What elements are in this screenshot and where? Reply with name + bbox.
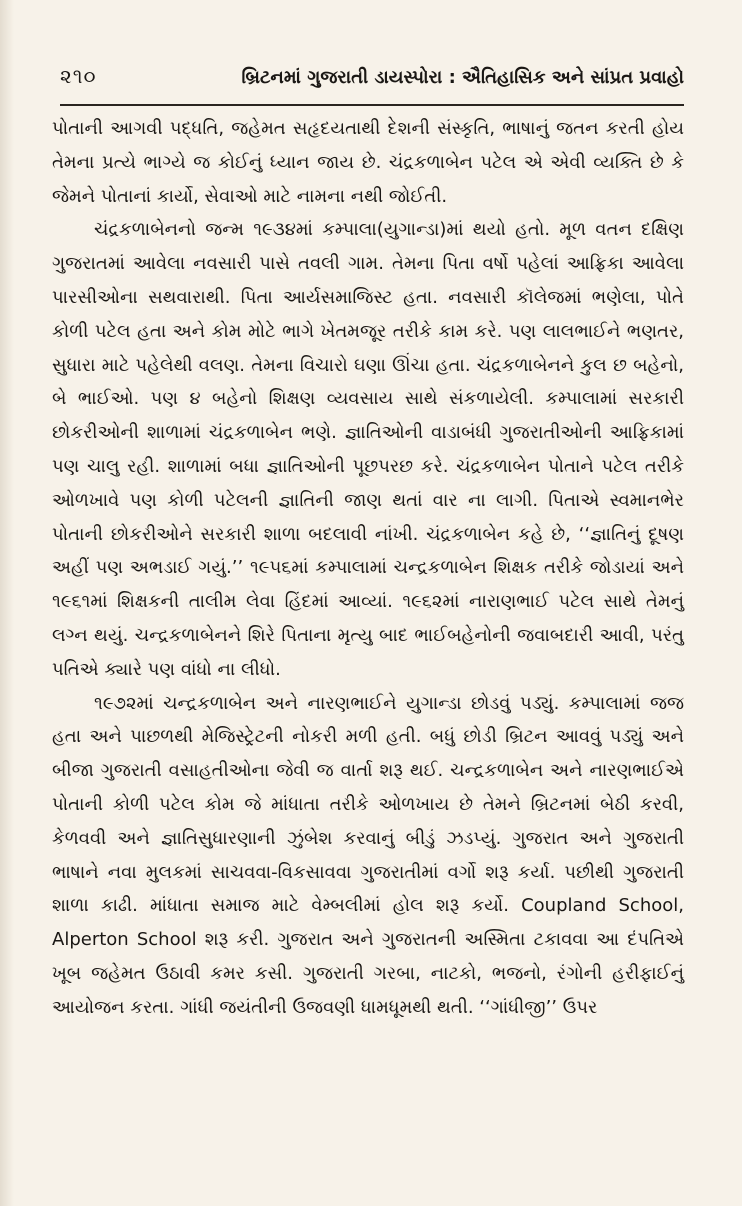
header-rule [60, 104, 684, 106]
body-text [52, 112, 684, 1025]
paragraph-birth-and-family: ચંદ્રકળાબેનનો જન્મ ૧૯૩૪માં કમ્પાલા(યુગાન્ડા)માં થયો હતો. મૂળ વતન દક્ષિણ ગુજરાતમાં આવેલા નવસારી પાસે તવલી ગામ. તેમના પિતા વર્ષો પહેલાં આફ્રિકા આવેલા પારસીઓના સથવારાથી. પિતા આર્યસમાજિસ્ટ હતા. નવસારી કૉલેજમાં ભણેલા, પોતે કોળી પટેલ હતા અને કોમ મોટે ભાગે ખેતમજૂર તરીકે કામ કરે. પણ લાલભાઈને ભણતર, સુધારા માટે પહેલેથી વલણ. તેમના વિચારો ઘણા ઊંચા હતા. ચંદ્રકળાબેનને કુલ છ બહેનો, બે ભાઈઓ. પણ ૪ બહેનો શિક્ષણ વ્યવસાય સાથે સંકળાયેલી. કમ્પાલામાં સરકારી છોકરીઓની શાળામાં ચંદ્રકળાબેન ભણે. જ્ઞાતિઓની વાડાબંધી ગુજરાતીઓની આફ્રિકામાં પણ ચાલુ રહી. શાળામાં બધા જ્ઞાતિઓની પૂછપરછ કરે. ચંદ્રકળાબેન પોતાને પટેલ તરીકે ઓળખાવે પણ કોળી પટેલની જ્ઞાતિની જાણ થતાં વાર ના લાગી. પિતાએ સ્વમાનભેર પોતાની છોકરીઓને સરકારી શાળા બદલાવી નાંખી. ચંદ્રકળાબેન કહે છે, ‘‘જ્ઞાતિનું દૂષણ અહીં પણ અભડાઈ ગયું.’’ ૧૯૫૬માં કમ્પાલામાં ચન્દ્રકળાબેન શિક્ષક તરીકે જોડાયાં અને ૧૯૬૧માં શિક્ષકની તાલીમ લેવા હિંદમાં આવ્યાં. ૧૯૬૨માં નારાણભાઈ પટેલ સાથે તેમનું લગ્ન થયું. ચન્દ્રકળાબેનને શિરે પિતાના મૃત્યુ બાદ ભાઈબહેનોની જવાબદારી આવી, પરંતુ પતિએ ક્યારે પણ વાંધો ના લીધો. [52, 219, 684, 680]
paragraph-migration-to-britain: ૧૯૭૨માં ચન્દ્રકળાબેન અને નારણભાઈને યુગાન્ડા છોડવું પડ્યું. કમ્પાલામાં જજ હતા અને પાછળથી મેજિસ્ટ્રેટની નોકરી મળી હતી. બધું છોડી બ્રિટન આવવું પડ્યું અને બીજા ગુજરાતી વસાહતીઓના જેવી જ વાર્તા શરૂ થઈ. ચન્દ્રકળાબેન અને નારણભાઈએ પોતાની કોળી પટેલ કોમ જે માંધાતા તરીકે ઓળખાય છે તેમને બ્રિટનમાં બેઠી કરવી, કેળવવી અને જ્ઞાતિસુધારણાની ઝુંબેશ કરવાનું બીડું ઝડપ્યું. ગુજરાત અને ગુજરાતી ભાષાને નવા મુલકમાં સાચવવા-વિકસાવવા ગુજરાતીમાં વર્ગો શરૂ કર્યા. પછીથી ગુજરાતી શાળા કાઢી. માંધાતા સમાજ માટે વેમ્બલીમાં હોલ શરૂ કર્યો. Coupland School, Alperton School શરૂ કરી. ગુજરાત અને ગુજરાતની અસ્મિતા ટકાવવા આ દંપતિએ ખૂબ જહેમત ઉઠાવી કમર કસી. ગુજરાતી ગરબા, નાટકો, ભજનો, રંગોની હરીફાઈનું આયોજન કરતા. ગાંધી જયંતીની ઉજવણી ધામધૂમથી થતી. ‘‘ગાંધીજી’’ ઉપર [52, 692, 684, 1018]
page-number: ૨૧૦ [60, 64, 97, 88]
paragraph-continuation: પોતાની આગવી પદ્ધતિ, જહેમત સહૃદયતાથી દેશની સંસ્કૃતિ, ભાષાનું જતન કરતી હોય તેમના પ્રત્યે ભાગ્યે જ કોઈનું ધ્યાન જાય છે. ચંદ્રકળાબેન પટેલ એ એવી વ્યક્તિ છે કે જેમને પોતાનાં કાર્યો, સેવાઓ માટે નામના નથી જોઈતી. [52, 118, 684, 207]
running-title: બ્રિટનમાં ગુજરાતી ડાયસ્પોરા : ઐતિહાસિક અને સાંપ્રત પ્રવાહો [241, 67, 684, 88]
page-header [52, 64, 684, 104]
page-gutter-shadow [0, 0, 14, 1206]
